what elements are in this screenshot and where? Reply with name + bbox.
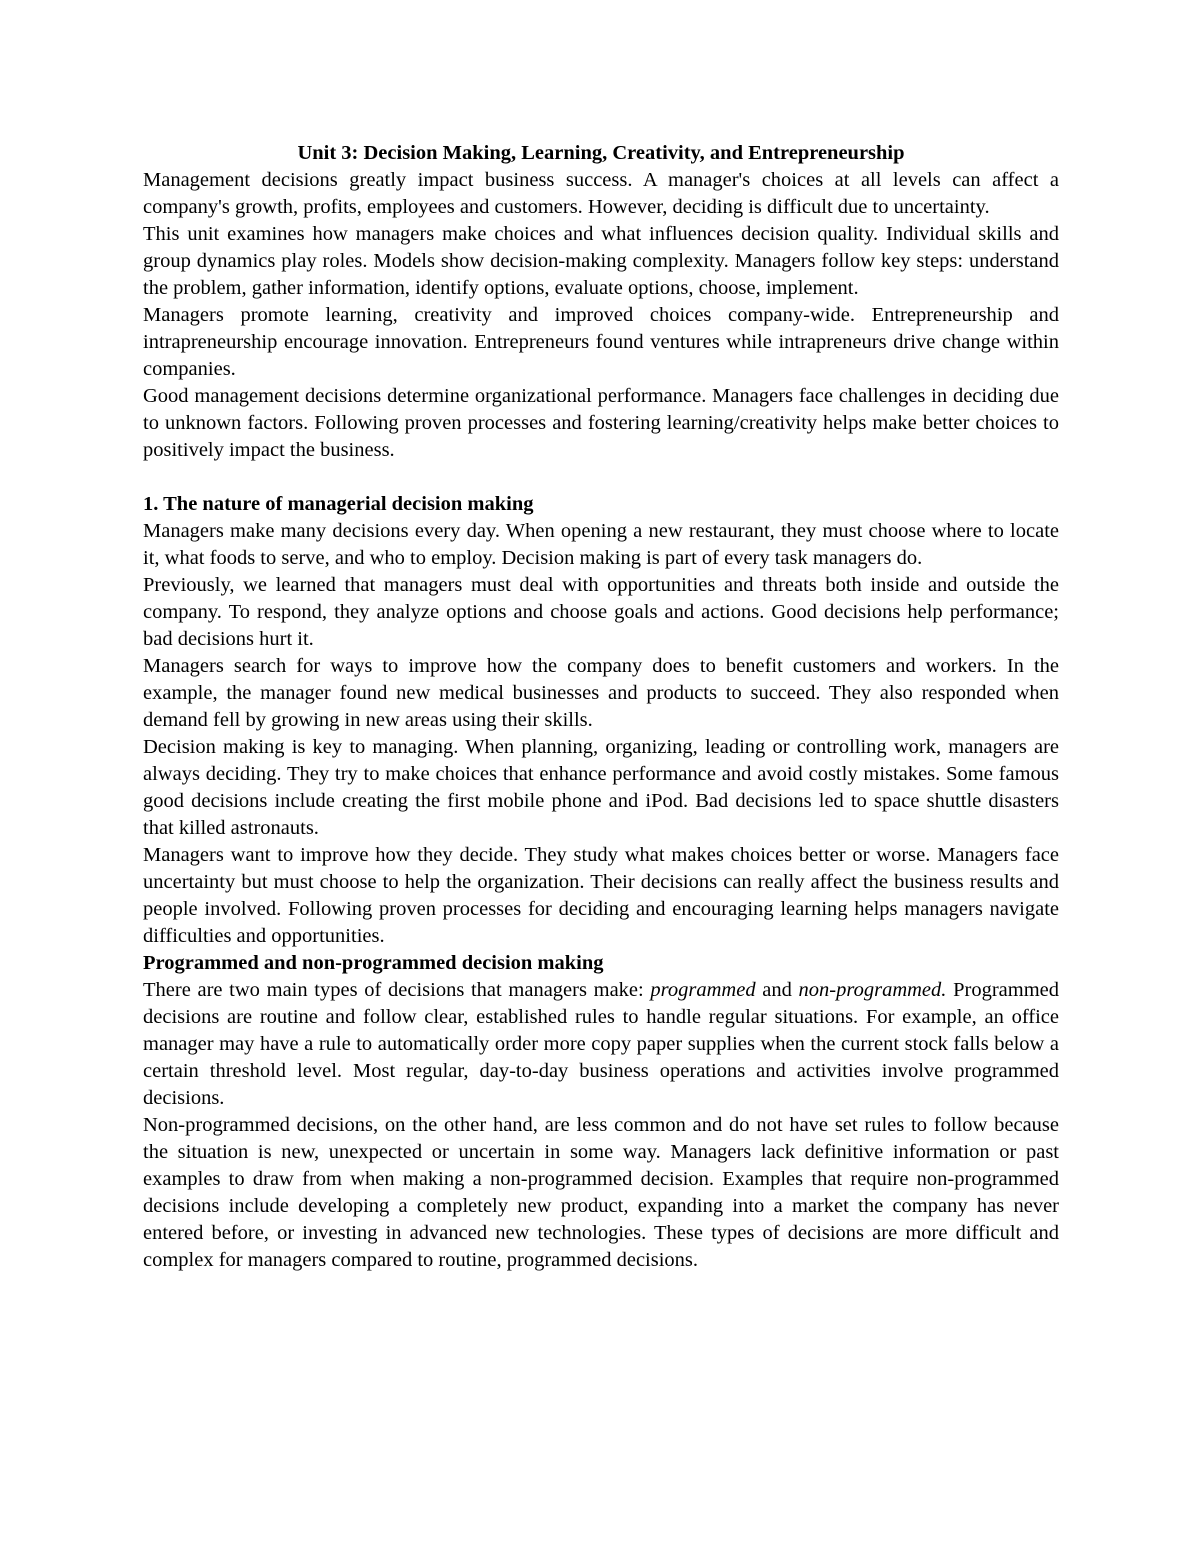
document-title: Unit 3: Decision Making, Learning, Creativity, and Entrepreneurship <box>297 142 905 164</box>
section-2-paragraph-1 <box>143 977 1059 1112</box>
section-1-paragraph-4: Decision making is key to managing. When planning, organizing, leading or controlling work, managers are always deciding. They try to make choices that enhance performance and avoid costly mistakes. Some famous good decisions include creating the first mobile phone and iPod. Bad decisions led to space shuttle disasters that killed astronauts. <box>143 736 1059 839</box>
document-page <box>143 140 1059 1274</box>
section-1-paragraph-1: Managers make many decisions every day. When opening a new restaurant, they must choose where to locate it, what foods to serve, and who to employ. Decision making is part of every task managers do. <box>143 520 1059 569</box>
intro-paragraph-2: This unit examines how managers make choices and what influences decision quality. Individual skills and group dynamics play roles. Models show decision-making complexity. Managers follow key steps: understand the problem, gather information, identify options, evaluate options, choose, implement. <box>143 223 1059 299</box>
section-spacer <box>143 464 1059 491</box>
section-2-p1-rest: Programmed decisions are routine and follow clear, established rules to handle regular situations. For example, an office manager may have a rule to automatically order more copy paper supplies when the current stock falls below a certain threshold level. Most regular, day-to-day business operations and activities involve programmed decisions. <box>143 979 1059 1109</box>
term-non-programmed: non-programmed. <box>798 979 947 1001</box>
intro-paragraph-1: Management decisions greatly impact business success. A manager's choices at all levels can affect a company's growth, profits, employees and customers. However, deciding is difficult due to uncertainty. <box>143 169 1059 218</box>
section-2-paragraph-2: Non-programmed decisions, on the other hand, are less common and do not have set rules to follow because the situation is new, unexpected or uncertain in some way. Managers lack definitive information or past examples to draw from when making a non-programmed decision. Examples that require non-programmed decisions include developing a completely new product, expanding into a market the company has never entered before, or investing in advanced new technologies. These types of decisions are more difficult and complex for managers compared to routine, programmed decisions. <box>143 1114 1059 1271</box>
intro-paragraph-4: Good management decisions determine organizational performance. Managers face challenges in deciding due to unknown factors. Following proven processes and fostering learning/creativity helps make better choices to positively impact the business. <box>143 385 1059 461</box>
section-1-heading: 1. The nature of managerial decision making <box>143 493 534 515</box>
section-1-paragraph-5: Managers want to improve how they decide. They study what makes choices better or worse. Managers face uncertainty but must choose to help the organization. Their decisions can really affect the business results and people involved. Following proven processes for deciding and encouraging learning helps managers navigate difficulties and opportunities. <box>143 844 1059 947</box>
section-1-paragraph-3: Managers search for ways to improve how the company does to benefit customers and workers. In the example, the manager found new medical businesses and products to succeed. They also responded when demand fell by growing in new areas using their skills. <box>143 655 1059 731</box>
intro-paragraph-3: Managers promote learning, creativity and improved choices company-wide. Entrepreneurship and intrapreneurship encourage innovation. Entrepreneurs found ventures while intrapreneurs drive change within companies. <box>143 304 1059 380</box>
term-programmed: programmed <box>650 979 756 1001</box>
section-2-p1-and: and <box>755 979 799 1001</box>
section-2-p1-lead: There are two main types of decisions that managers make: <box>143 979 651 1001</box>
section-1-paragraph-2: Previously, we learned that managers must deal with opportunities and threats both inside and outside the company. To respond, they analyze options and choose goals and actions. Good decisions help performance; bad decisions hurt it. <box>143 574 1059 650</box>
section-2-heading: Programmed and non-programmed decision making <box>143 952 604 974</box>
